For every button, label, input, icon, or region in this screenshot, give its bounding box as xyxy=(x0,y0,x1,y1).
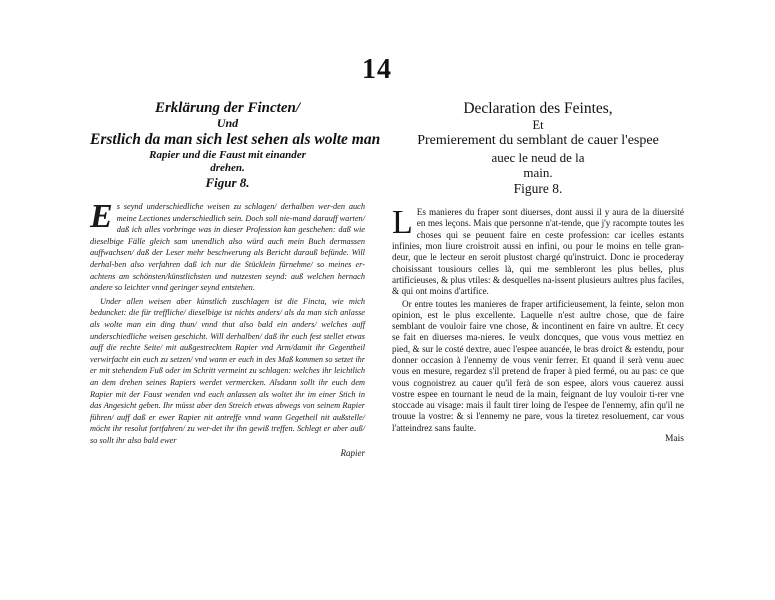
german-dropcap: E xyxy=(90,198,113,236)
french-figure-label: Figure 8. xyxy=(513,181,563,197)
german-und: Und xyxy=(216,116,239,131)
french-title: Declaration des Feintes, xyxy=(463,100,613,117)
german-body xyxy=(90,198,365,459)
french-paragraph-1: L Es manieres du fraper sont diuerses, dont aussi il y aura de la diuersité en mes leçons. Mais que personne n'at-tende, que j'y racompte toutes les choses qui se peuuent faire en ceste profession: car icelles estants infinies, mon liure croistroit aussi en infini, ou pour le moins en telle gran-deur, que le lecteur en seroit plustost chargé qu'instruict. Donc ie procederay choisissant tousiours celles là, qui me sembleront les plus belles, plus artificieuses, & plus vtiles: & desquelles na-issent plusieurs aultres plus faciles, & qui ont moins d'artifice. xyxy=(392,204,684,297)
french-subtitle-1: Premierement du semblant de cauer l'espee xyxy=(417,133,659,149)
german-paragraph-1: Es seynd underschiedliche weisen zu schlagen/ derhalben wer-den auch meine Lectiones underschiedlich sein. Doch soll nie-mand darauff warten/ daß ich alles vorbringe was in dieser Profession kan geschehen: daß wie dieselbige Fälle gleich sam unendlich also würd auch mein Buch dermassen auffwachsen/ daß der Leser mehr beschwerung als Bericht darauß befünde. Will derhal-ben also verfahren daß ich nur die Stücklein fürnehme/ so meines er-achtens am schönsten/künstlichsten und nutzesten seynd: auß welchen hernach andere so leichter vnnd geringer seynd entstehen. xyxy=(90,198,365,293)
french-subtitle-3: main. xyxy=(523,164,553,180)
german-figure-label: Figur 8. xyxy=(205,175,250,191)
page-number: 14 xyxy=(362,54,392,85)
french-heading xyxy=(392,100,684,197)
french-column xyxy=(392,100,684,445)
german-subtitle-1: Erstlich da man sich lest sehen als wolte man xyxy=(90,131,381,149)
german-title: Erklärung der Fincten/ xyxy=(154,100,301,116)
german-catchword: Rapier xyxy=(340,447,365,458)
german-subtitle-2: Rapier und die Faust mit einander xyxy=(149,148,306,161)
french-body xyxy=(392,204,684,445)
french-paragraph-2: Or entre toutes les manieres de fraper artificieusement, la feinte, selon mon opinion, est le plus excellente. Laquelle n'est aultre chose, que de faire semblant de vouloir faire vne chose, & incontinent en faire vn aultre. Et cecy se fait en diuerses ma-nieres. Ie veulx doncques, que vous vous mettiez en pied, & sur le costé dextre, auec l'espee auancée, le bras droict & estendu, pour donner occasion à l'ennemy de vous venir ferrer. Et quand il serà venu auec vous en mesure, regardez s'il pretend de fraper à pied fermé, ou au pas: ce que vous cognoistrez au cauer qu'il ferà de son espee, alors vous cauerez aussi vostre espee en tournant le neud de la main, feignant de luy vouloir ti-rer vne stoccade au visage: mais il fault tirer loing de l'espee de l'ennemy, afin qu'il ne trouue la vostre: & si l'ennemy ne pare, vous la tiretez resoluement, car vous l'atteindrez sans faulte. xyxy=(392,298,684,433)
french-et: Et xyxy=(532,118,544,133)
german-subtitle-3: drehen. xyxy=(210,161,245,174)
german-paragraph-2: Under allen weisen aber künstlich zuschlagen ist die Fincta, wie mich beduncket: die für treffliche/ dieselbige ist nichts anders/ als da man sich anlasse als wolte man ein ding thun/ vnnd thut also bald ein anders/ welches auff underschiedliche weisen geschicht. Will derhalben/ daß ihr euch fest stellet etwas auff die rechte Seite/ mit außgestrecktem Rapier vnd Arm/damit ihr Gegentheil verwirfacht ein euch zu setzen/ vnd wann er euch in des Maß kommen so setzet ihr er mit stehendem Fuß oder im Schritt vermeint zu schlagen: welches ihr leichtlich an dem drehen seines Rapiers werdet vermercken. Alsdann sollt ihr euch dem Rapier mit der Faust wenden vnd euch anlassen als woltet ihr im einer Stich in das Angesicht geben. Ihr müsst aber den Streich etwas abwegs von seinem Rapier führen/ auff daß er ewer Rapier nit antreffe vnnd wann Gegetheil nit außstelle/ möcht ihr resolut fortfahren/ zu wer-det ihr ihn gewiß treffen. Schlegt er aber auß/ so sollt ihr also bald ewer xyxy=(90,296,365,445)
german-column xyxy=(90,100,381,459)
german-heading xyxy=(90,100,381,191)
french-dropcap: L xyxy=(392,204,413,242)
french-subtitle-2: auec le neud de la xyxy=(491,149,585,165)
french-catchword: Mais xyxy=(665,434,684,445)
